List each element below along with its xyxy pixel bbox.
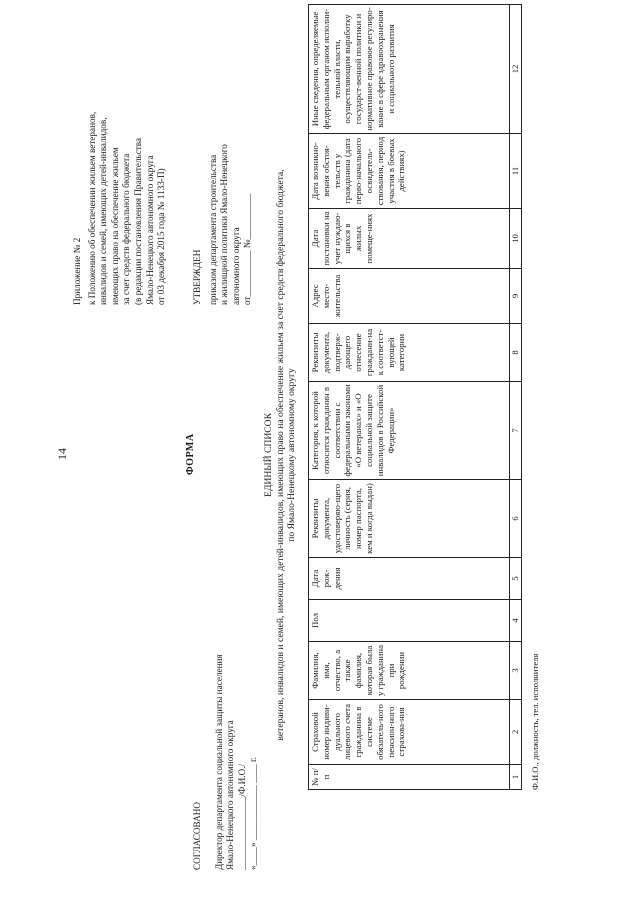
agreed-block (192, 570, 260, 870)
veterans-table (308, 4, 522, 790)
appendix-line: имеющих право на обеспечение жильем (109, 147, 120, 305)
appendix-line: инвалидов и семей, имеющих детей-инвалидов, (98, 117, 109, 305)
table-header-cell: Реквизиты документа, удостоверяю-щего личность (серия, номер паспорта, кем и когда выдан) (309, 480, 510, 558)
agreed-heading: СОГЛАСОВАНО (192, 801, 202, 870)
agreed-line: «____» ____________ ____ г. (248, 757, 259, 870)
agreed-line: Ямало-Ненецкого автономного округа (225, 720, 236, 870)
column-number-cell: 3 (510, 642, 522, 700)
appendix-line: Ямало-Ненецкого автономного округа (144, 155, 155, 305)
column-number-cell: 6 (510, 480, 522, 558)
column-number-cell: 9 (510, 269, 522, 324)
column-number-cell: 11 (510, 134, 522, 209)
column-number-cell: 8 (510, 324, 522, 382)
column-number-cell: 7 (510, 382, 522, 480)
column-number-cell: 12 (510, 5, 522, 134)
list-title-line: по Ямало-Ненецкому автономному округу (286, 368, 298, 542)
column-number-cell: 5 (510, 558, 522, 600)
table-header-cell: Страховой номер индиви-дуального лицевого счета гражданина в системе обязатель-ного пенсион-ного страхова-ния (309, 700, 510, 765)
table-header-cell: Фамилия, имя, отчество, а также фамилия, которая была у гражданина при рождении (309, 642, 510, 700)
table-header-cell: Дата постановки на учет нуждаю-щихся в жилых помеще-ниях (309, 209, 510, 269)
list-title-line: ветеранов, инвалидов и семей, имеющих детей-инвалидов, имеющих право на обеспечение жильем за счет средств федерального бюджета, (274, 169, 286, 741)
column-number-cell: 1 (510, 765, 522, 790)
table-header-cell: Реквизиты документа, подтверж-дающего отнесение граждани-на к соответст-вующей категории (309, 324, 510, 382)
approved-line: и жилищной политики Ямало-Ненецкого (219, 144, 230, 305)
table-header-cell: Пол (309, 600, 510, 642)
column-number-cell: 4 (510, 600, 522, 642)
table-header-row (309, 5, 510, 790)
table-header-cell: Категория, к которой относится гражданин в соответствии с федеральными законами «О ветеранах» и «О социальной защите инвалидов в Российской Федерации» (309, 382, 510, 480)
form-label: ФОРМА (185, 433, 196, 475)
column-number-cell: 2 (510, 700, 522, 765)
footer-note: Ф.И.О., должность, тел. исполнителя (530, 653, 540, 790)
approved-block (192, 5, 254, 305)
appendix-line: от 03 декабря 2015 года № 1133-П) (156, 168, 167, 305)
page-number: 14 (55, 448, 69, 460)
list-title (263, 125, 298, 785)
approved-line: автономного округа (230, 227, 241, 305)
approved-line: от__________ №__________ (242, 193, 253, 305)
appendix-line: (в редакции постановления Правительства (132, 137, 143, 305)
appendix-heading: Приложение № 2 (72, 237, 82, 305)
table-header-cell: Дата возникно-вения обстоя-тельств у гражданина (дата перво-начального освидетель-ствования, период участия в боевых действиях) (309, 134, 510, 209)
approved-heading: УТВЕРЖДЕН (192, 249, 202, 305)
agreed-line: Директор департамента социальной защиты населения (213, 654, 224, 870)
appendix-line: за счет средств федерального бюджета (121, 153, 132, 305)
agreed-line: ________________/Ф.И.О./ (236, 763, 247, 870)
column-number-cell: 10 (510, 209, 522, 269)
table-header-cell: Адрес место-жительства (309, 269, 510, 324)
table-header-cell: Иные сведения, определяемые федеральным органом исполни-тельной власти, осуществляющим выработку государст-венной политики и нормативное правовое регулиро-вание в сфере здравоохранения и социального развития (309, 5, 510, 134)
table-header-cell: № п/п (309, 765, 510, 790)
approved-line: приказом департамента строительства (207, 154, 218, 305)
appendix-block (72, 5, 168, 305)
table-number-row (510, 5, 522, 790)
appendix-line: к Положению об обеспечении жильем ветеранов, (86, 111, 97, 305)
table-header-cell: Дата рож-дения (309, 558, 510, 600)
list-title-main: ЕДИНЫЙ СПИСОК (263, 413, 274, 497)
